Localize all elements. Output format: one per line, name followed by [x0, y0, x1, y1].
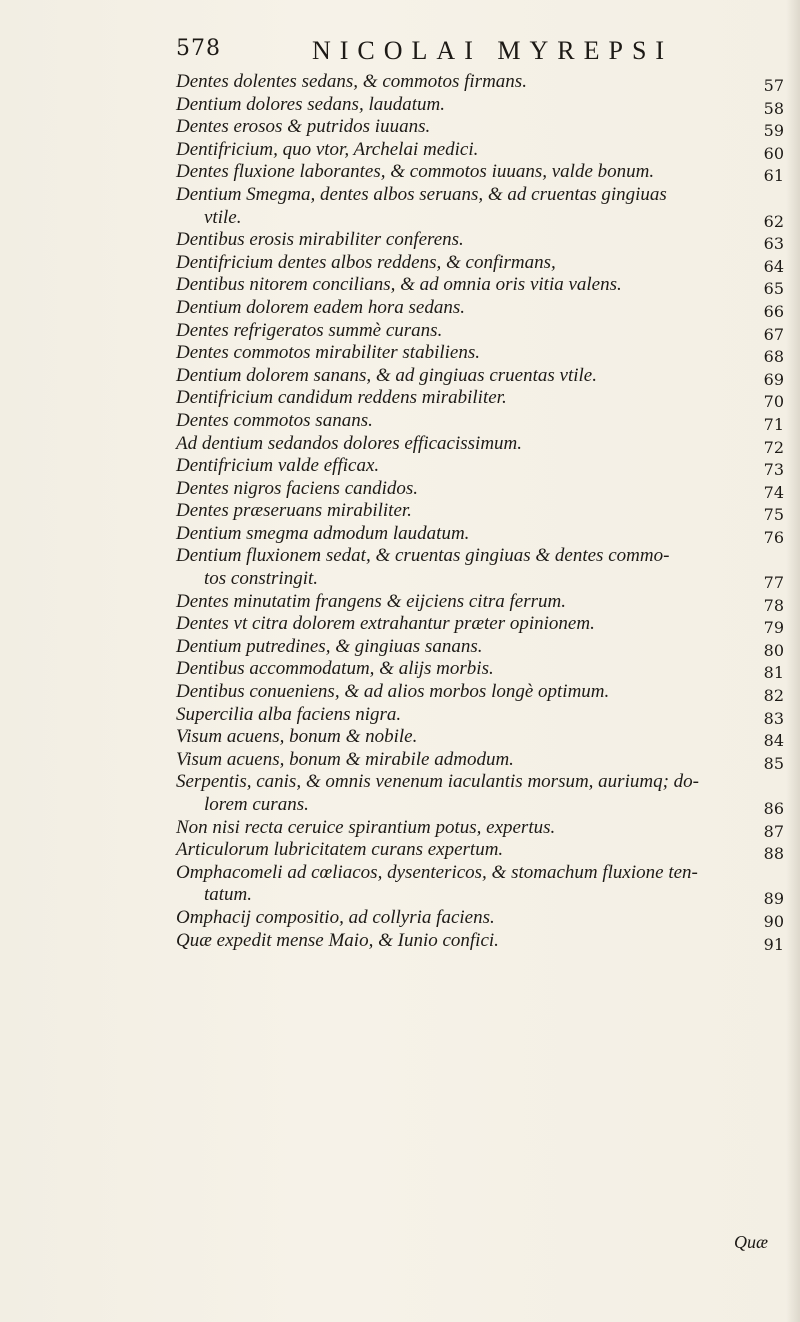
entry-text: Dentes nigros faciens candidos.	[176, 477, 419, 499]
entry-number: 88	[763, 844, 784, 864]
entry-text: Dentium dolores sedans, laudatum.	[176, 93, 445, 115]
entry-number: 57	[763, 76, 784, 95]
entry-text: Quæ expedit mense Maio, & Iunio confici.	[176, 929, 499, 951]
entry-text: Omphacij compositio, ad collyria faciens.	[176, 906, 495, 928]
entry-text: Dentium fluxionem sedat, & cruentas gingiuas & dentes commo-	[176, 545, 670, 567]
index-entry	[176, 591, 792, 614]
index-entry	[176, 681, 792, 704]
entry-number: 75	[763, 505, 784, 525]
entry-text: Dentes commotos mirabiliter stabiliens.	[176, 342, 480, 364]
entry-text: Dentifricium candidum reddens mirabiliter.	[176, 387, 507, 409]
entry-continuation: tos constringit.	[204, 568, 319, 590]
page-number: 578	[176, 36, 221, 61]
entry-number: 78	[763, 595, 784, 615]
entry-continuation: lorem curans.	[204, 794, 309, 815]
entry-text: Dentes vt citra dolorem extrahantur præter opinionem.	[176, 613, 595, 635]
entry-number: 77	[763, 573, 784, 593]
entry-number: 61	[763, 166, 784, 186]
entry-number: 86	[763, 799, 784, 818]
entry-number: 89	[763, 889, 784, 909]
index-entry	[176, 771, 792, 816]
entry-text: Non nisi recta ceruice spirantium potus, expertus.	[176, 816, 556, 838]
entry-text: Dentifricium valde efficax.	[176, 455, 380, 477]
entry-text: Dentium dolorem eadem hora sedans.	[176, 296, 466, 318]
entry-number: 74	[763, 482, 784, 502]
entry-text: Dentibus conueniens, & ad alios morbos longè optimum.	[176, 681, 610, 703]
entry-number: 58	[763, 98, 784, 118]
entry-continuation: vtile.	[204, 206, 242, 228]
page-fold-shadow	[786, 0, 800, 1322]
entry-number: 64	[763, 256, 784, 276]
page-header	[176, 36, 736, 70]
index-entry	[176, 387, 792, 410]
entry-number: 91	[763, 934, 784, 954]
entry-number: 81	[763, 663, 784, 683]
entry-number: 73	[763, 460, 784, 480]
entry-number: 76	[763, 527, 784, 547]
entry-number: 80	[763, 640, 784, 660]
catchword: Quæ	[734, 1232, 769, 1252]
entry-number: 71	[763, 414, 784, 434]
entry-text: Dentes minutatim frangens & eijciens citra ferrum.	[176, 590, 566, 612]
entry-text: Dentes fluxione laborantes, & commotos iuuans, valde bonum.	[176, 161, 655, 183]
entry-number: 62	[763, 211, 784, 231]
index-entry	[176, 297, 792, 320]
entry-text: Dentium putredines, & gingiuas sanans.	[176, 635, 483, 657]
entry-number: 67	[763, 324, 784, 344]
running-head: NICOLAI MYREPSI	[312, 36, 674, 65]
entry-text: Ad dentium sedandos dolores efficacissimum.	[176, 432, 523, 454]
index-entry	[176, 930, 792, 953]
entry-text: Dentes commotos sanans.	[176, 409, 373, 431]
index-entry	[176, 478, 792, 501]
entry-number: 82	[763, 686, 784, 706]
index-entry	[176, 94, 792, 117]
entry-number: 60	[763, 143, 784, 163]
entry-number: 84	[763, 731, 784, 751]
entry-number: 59	[763, 121, 784, 141]
entry-number: 90	[763, 911, 784, 931]
index-entry	[176, 500, 792, 523]
entry-text: Dentium dolorem sanans, & ad gingiuas cruentas vtile.	[176, 364, 597, 386]
entry-number: 65	[763, 279, 784, 299]
entry-number: 68	[763, 347, 784, 367]
index-entry	[176, 704, 792, 727]
entry-number: 66	[763, 301, 784, 321]
entry-text: Omphacomeli ad cœliacos, dysentericos, & stomachum fluxione ten-	[176, 861, 698, 883]
index-entry	[176, 545, 792, 593]
index-entry	[176, 274, 792, 297]
entry-number: 87	[763, 821, 784, 841]
entry-text: Dentibus erosis mirabiliter conferens.	[176, 229, 464, 251]
entry-number: 70	[763, 392, 784, 412]
recipe-index-list	[176, 71, 792, 952]
index-entry	[176, 455, 792, 478]
entry-text: Dentium Smegma, dentes albos seruans, & ad cruentas gingiuas	[176, 183, 667, 205]
index-entry	[176, 749, 792, 772]
index-entry	[176, 839, 792, 862]
index-entry	[176, 229, 792, 252]
entry-text: Dentibus accommodatum, & alijs morbis.	[176, 658, 494, 680]
index-entry	[176, 433, 792, 456]
entry-text: Dentes præseruans mirabiliter.	[176, 500, 412, 522]
index-entry	[176, 726, 792, 749]
entry-text: Supercilia alba faciens nigra.	[176, 703, 402, 725]
entry-text: Dentibus nitorem concilians, & ad omnia oris vitia valens.	[176, 274, 622, 296]
entry-number: 63	[763, 234, 784, 254]
index-entry	[176, 523, 792, 546]
index-entry	[176, 320, 792, 343]
entry-text: Dentes dolentes sedans, & commotos firmans.	[176, 71, 527, 92]
index-entry	[176, 71, 792, 94]
index-entry	[176, 907, 792, 930]
index-entry	[176, 613, 792, 636]
entry-number: 79	[763, 618, 784, 638]
entry-number: 69	[763, 369, 784, 389]
entry-continuation: tatum.	[204, 884, 253, 906]
index-entry	[176, 365, 792, 388]
entry-text: Visum acuens, bonum & mirabile admodum.	[176, 748, 514, 770]
entry-text: Dentifricium dentes albos reddens, & confirmans,	[176, 251, 556, 273]
entry-number: 85	[763, 753, 784, 773]
index-entry	[176, 116, 792, 139]
entry-text: Dentes refrigeratos summè curans.	[176, 319, 443, 341]
entry-text: Dentes erosos & putridos iuuans.	[176, 116, 431, 138]
index-entry	[176, 139, 792, 162]
index-entry	[176, 862, 792, 907]
index-entry	[176, 161, 792, 184]
entry-number: 72	[763, 437, 784, 457]
entry-text: Serpentis, canis, & omnis venenum iaculantis morsum, auriumq; do-	[176, 771, 699, 793]
index-entry	[176, 184, 792, 229]
index-entry	[176, 410, 792, 433]
entry-text: Articulorum lubricitatem curans expertum.	[176, 839, 504, 861]
entry-text: Visum acuens, bonum & nobile.	[176, 726, 418, 748]
index-entry	[176, 252, 792, 275]
index-entry	[176, 817, 792, 840]
index-entry	[176, 636, 792, 659]
index-entry	[176, 658, 792, 681]
entry-number: 83	[763, 708, 784, 728]
entry-text: Dentifricium, quo vtor, Archelai medici.	[176, 138, 479, 160]
index-entry	[176, 342, 792, 365]
entry-text: Dentium smegma admodum laudatum.	[176, 522, 470, 544]
